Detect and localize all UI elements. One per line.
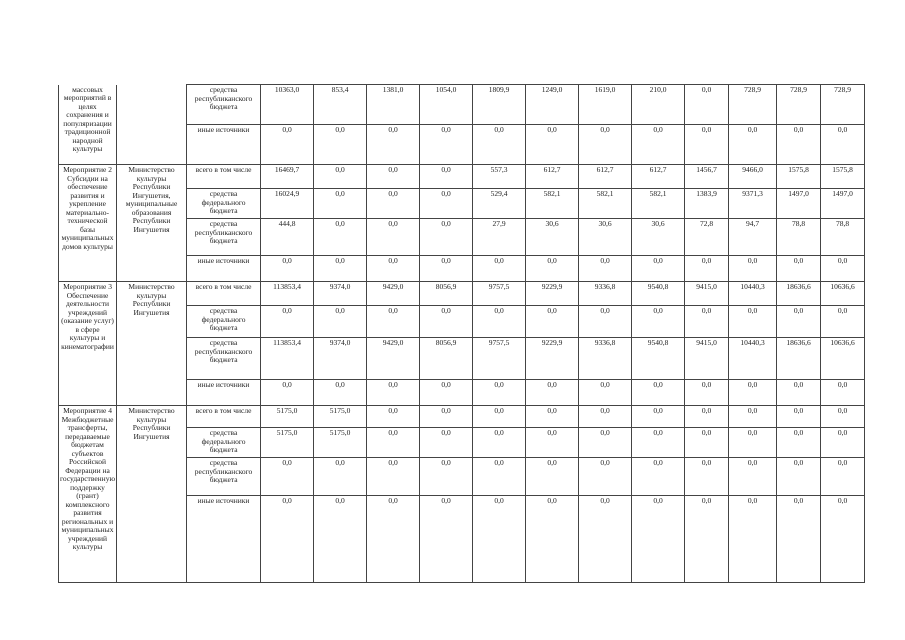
amount-cell: 0,0 <box>420 496 473 583</box>
amount-cell: 557,3 <box>473 165 526 189</box>
amount-cell: 18636,6 <box>777 282 821 306</box>
amount-cell: 9757,5 <box>473 338 526 380</box>
amount-cell: 0,0 <box>367 428 420 458</box>
amount-cell: 0,0 <box>420 219 473 256</box>
amount-cell: 0,0 <box>729 125 777 165</box>
event-name-cell: Мероприятие 3 Обеспечение деятельности учреждений (оказание услуг) в сфере культуры и кинематографии <box>59 282 117 406</box>
amount-cell: 30,6 <box>632 219 685 256</box>
funding-source-cell: иные источники <box>187 496 261 583</box>
amount-cell: 1497,0 <box>821 189 865 219</box>
amount-cell: 0,0 <box>821 458 865 496</box>
amount-cell: 0,0 <box>821 256 865 282</box>
amount-cell: 0,0 <box>777 306 821 338</box>
amount-cell: 1497,0 <box>777 189 821 219</box>
funding-source-cell: всего в том числе <box>187 406 261 428</box>
funding-source-cell: иные источники <box>187 125 261 165</box>
amount-cell: 0,0 <box>473 256 526 282</box>
amount-cell: 5175,0 <box>261 406 314 428</box>
amount-cell: 582,1 <box>526 189 579 219</box>
amount-cell: 0,0 <box>821 125 865 165</box>
amount-cell: 0,0 <box>777 406 821 428</box>
amount-cell: 0,0 <box>579 406 632 428</box>
amount-cell: 30,6 <box>579 219 632 256</box>
amount-cell: 0,0 <box>821 380 865 406</box>
amount-cell: 728,9 <box>821 85 865 125</box>
amount-cell: 853,4 <box>314 85 367 125</box>
amount-cell: 0,0 <box>526 458 579 496</box>
amount-cell: 0,0 <box>314 306 367 338</box>
amount-cell: 0,0 <box>367 256 420 282</box>
amount-cell: 0,0 <box>367 458 420 496</box>
amount-cell: 0,0 <box>261 380 314 406</box>
amount-cell: 0,0 <box>314 380 367 406</box>
amount-cell: 728,9 <box>777 85 821 125</box>
amount-cell: 0,0 <box>526 256 579 282</box>
amount-cell: 0,0 <box>526 125 579 165</box>
amount-cell: 0,0 <box>632 428 685 458</box>
amount-cell: 18636,6 <box>777 338 821 380</box>
amount-cell: 0,0 <box>473 380 526 406</box>
amount-cell: 9540,8 <box>632 282 685 306</box>
amount-cell: 582,1 <box>579 189 632 219</box>
amount-cell: 0,0 <box>473 458 526 496</box>
amount-cell: 0,0 <box>777 125 821 165</box>
table-row <box>59 406 865 428</box>
amount-cell: 0,0 <box>729 306 777 338</box>
amount-cell: 0,0 <box>777 458 821 496</box>
amount-cell: 10636,6 <box>821 282 865 306</box>
amount-cell: 0,0 <box>367 306 420 338</box>
amount-cell: 10636,6 <box>821 338 865 380</box>
amount-cell: 9371,3 <box>729 189 777 219</box>
amount-cell: 0,0 <box>367 189 420 219</box>
amount-cell: 1054,0 <box>420 85 473 125</box>
amount-cell: 0,0 <box>314 165 367 189</box>
amount-cell: 0,0 <box>729 380 777 406</box>
amount-cell: 1619,0 <box>579 85 632 125</box>
amount-cell: 0,0 <box>632 306 685 338</box>
amount-cell: 0,0 <box>473 125 526 165</box>
amount-cell: 0,0 <box>261 458 314 496</box>
amount-cell: 444,8 <box>261 219 314 256</box>
amount-cell: 0,0 <box>821 428 865 458</box>
amount-cell: 0,0 <box>729 428 777 458</box>
amount-cell: 113853,4 <box>261 282 314 306</box>
amount-cell: 0,0 <box>579 458 632 496</box>
amount-cell: 0,0 <box>632 496 685 583</box>
amount-cell: 1809,9 <box>473 85 526 125</box>
amount-cell: 78,8 <box>777 219 821 256</box>
amount-cell: 72,8 <box>685 219 729 256</box>
amount-cell: 0,0 <box>777 256 821 282</box>
table-row <box>59 85 865 125</box>
amount-cell: 0,0 <box>685 125 729 165</box>
amount-cell: 0,0 <box>685 380 729 406</box>
amount-cell: 1575,8 <box>821 165 865 189</box>
event-name-cell: массовых мероприятий в целях сохранения и популяризации традиционной народной культуры <box>59 85 117 165</box>
amount-cell: 1249,0 <box>526 85 579 125</box>
amount-cell: 612,7 <box>526 165 579 189</box>
amount-cell: 9429,0 <box>367 338 420 380</box>
amount-cell: 0,0 <box>367 165 420 189</box>
amount-cell: 9374,0 <box>314 282 367 306</box>
funding-source-cell: иные источники <box>187 256 261 282</box>
amount-cell: 5175,0 <box>314 406 367 428</box>
amount-cell: 30,6 <box>526 219 579 256</box>
event-name-cell: Мероприятие 4 Межбюджетные трансферты, передаваемые бюджетам субъектов Российской Федерации на государственную поддержку (грант) комплексного развития региональных и муниципальных учреждений культуры <box>59 406 117 583</box>
funding-source-cell: средства республиканского бюджета <box>187 85 261 125</box>
funding-source-cell: средства республиканского бюджета <box>187 338 261 380</box>
amount-cell: 0,0 <box>632 406 685 428</box>
amount-cell: 0,0 <box>367 406 420 428</box>
amount-cell: 0,0 <box>777 496 821 583</box>
amount-cell: 9757,5 <box>473 282 526 306</box>
amount-cell: 5175,0 <box>261 428 314 458</box>
budget-table-body <box>59 85 865 583</box>
amount-cell: 0,0 <box>314 496 367 583</box>
funding-source-cell: средства федерального бюджета <box>187 428 261 458</box>
amount-cell: 0,0 <box>473 306 526 338</box>
amount-cell: 0,0 <box>420 406 473 428</box>
amount-cell: 9336,8 <box>579 338 632 380</box>
amount-cell: 0,0 <box>420 189 473 219</box>
amount-cell: 9466,0 <box>729 165 777 189</box>
amount-cell: 0,0 <box>729 496 777 583</box>
amount-cell: 0,0 <box>685 458 729 496</box>
amount-cell: 0,0 <box>632 256 685 282</box>
amount-cell: 9229,9 <box>526 338 579 380</box>
ministry-cell: Министерство культуры Республики Ингушетия <box>117 282 187 406</box>
amount-cell: 0,0 <box>526 380 579 406</box>
funding-source-cell: средства республиканского бюджета <box>187 458 261 496</box>
amount-cell: 0,0 <box>261 256 314 282</box>
funding-source-cell: всего в том числе <box>187 282 261 306</box>
amount-cell: 94,7 <box>729 219 777 256</box>
amount-cell: 9336,8 <box>579 282 632 306</box>
amount-cell: 0,0 <box>632 380 685 406</box>
amount-cell: 5175,0 <box>314 428 367 458</box>
amount-cell: 0,0 <box>367 496 420 583</box>
funding-source-cell: иные источники <box>187 380 261 406</box>
amount-cell: 0,0 <box>729 458 777 496</box>
amount-cell: 0,0 <box>473 428 526 458</box>
amount-cell: 10440,3 <box>729 282 777 306</box>
amount-cell: 0,0 <box>261 125 314 165</box>
amount-cell: 0,0 <box>420 125 473 165</box>
funding-source-cell: средства федерального бюджета <box>187 306 261 338</box>
ministry-cell <box>117 85 187 165</box>
funding-source-cell: средства федерального бюджета <box>187 189 261 219</box>
funding-source-cell: средства республиканского бюджета <box>187 219 261 256</box>
amount-cell: 0,0 <box>314 256 367 282</box>
amount-cell: 0,0 <box>526 406 579 428</box>
amount-cell: 0,0 <box>685 256 729 282</box>
amount-cell: 0,0 <box>261 496 314 583</box>
amount-cell: 0,0 <box>314 219 367 256</box>
amount-cell: 0,0 <box>821 406 865 428</box>
event-name-cell: Мероприятие 2 Субсидии на обеспечение развития и укрепление материально-технической базы муниципальных домов культуры <box>59 165 117 282</box>
amount-cell: 0,0 <box>685 496 729 583</box>
amount-cell: 9415,0 <box>685 338 729 380</box>
amount-cell: 1381,0 <box>367 85 420 125</box>
amount-cell: 10363,0 <box>261 85 314 125</box>
amount-cell: 0,0 <box>579 256 632 282</box>
amount-cell: 0,0 <box>632 458 685 496</box>
amount-cell: 0,0 <box>777 380 821 406</box>
amount-cell: 582,1 <box>632 189 685 219</box>
amount-cell: 0,0 <box>632 125 685 165</box>
table-row <box>59 282 865 306</box>
amount-cell: 0,0 <box>579 380 632 406</box>
amount-cell: 27,9 <box>473 219 526 256</box>
amount-cell: 0,0 <box>685 428 729 458</box>
amount-cell: 113853,4 <box>261 338 314 380</box>
amount-cell: 8056,9 <box>420 338 473 380</box>
amount-cell: 210,0 <box>632 85 685 125</box>
amount-cell: 0,0 <box>367 380 420 406</box>
amount-cell: 0,0 <box>420 306 473 338</box>
amount-cell: 0,0 <box>473 406 526 428</box>
amount-cell: 0,0 <box>420 165 473 189</box>
table-row <box>59 165 865 189</box>
amount-cell: 9374,0 <box>314 338 367 380</box>
amount-cell: 0,0 <box>314 189 367 219</box>
amount-cell: 0,0 <box>261 306 314 338</box>
amount-cell: 0,0 <box>526 496 579 583</box>
amount-cell: 0,0 <box>367 125 420 165</box>
amount-cell: 9429,0 <box>367 282 420 306</box>
amount-cell: 0,0 <box>420 458 473 496</box>
amount-cell: 0,0 <box>420 380 473 406</box>
amount-cell: 1456,7 <box>685 165 729 189</box>
amount-cell: 0,0 <box>526 306 579 338</box>
amount-cell: 529,4 <box>473 189 526 219</box>
amount-cell: 9540,8 <box>632 338 685 380</box>
amount-cell: 0,0 <box>473 496 526 583</box>
amount-cell: 0,0 <box>314 125 367 165</box>
amount-cell: 0,0 <box>579 306 632 338</box>
amount-cell: 0,0 <box>821 496 865 583</box>
amount-cell: 0,0 <box>685 406 729 428</box>
ministry-cell: Министерство культуры Республики Ингушетия <box>117 406 187 583</box>
amount-cell: 0,0 <box>314 458 367 496</box>
amount-cell: 16024,9 <box>261 189 314 219</box>
funding-source-cell: всего в том числе <box>187 165 261 189</box>
amount-cell: 0,0 <box>367 219 420 256</box>
amount-cell: 9415,0 <box>685 282 729 306</box>
amount-cell: 0,0 <box>729 256 777 282</box>
budget-table <box>58 84 865 583</box>
amount-cell: 1383,9 <box>685 189 729 219</box>
amount-cell: 728,9 <box>729 85 777 125</box>
amount-cell: 0,0 <box>685 306 729 338</box>
amount-cell: 0,0 <box>777 428 821 458</box>
amount-cell: 10440,3 <box>729 338 777 380</box>
amount-cell: 0,0 <box>821 306 865 338</box>
amount-cell: 0,0 <box>579 125 632 165</box>
amount-cell: 0,0 <box>420 428 473 458</box>
amount-cell: 0,0 <box>579 428 632 458</box>
amount-cell: 0,0 <box>526 428 579 458</box>
amount-cell: 0,0 <box>420 256 473 282</box>
amount-cell: 1575,8 <box>777 165 821 189</box>
amount-cell: 16469,7 <box>261 165 314 189</box>
amount-cell: 0,0 <box>685 85 729 125</box>
amount-cell: 0,0 <box>579 496 632 583</box>
amount-cell: 9229,9 <box>526 282 579 306</box>
amount-cell: 8056,9 <box>420 282 473 306</box>
amount-cell: 612,7 <box>579 165 632 189</box>
ministry-cell: Министерство культуры Республики Ингушетия, муниципальные образования Республики Ингушетия <box>117 165 187 282</box>
amount-cell: 0,0 <box>729 406 777 428</box>
amount-cell: 612,7 <box>632 165 685 189</box>
amount-cell: 78,8 <box>821 219 865 256</box>
